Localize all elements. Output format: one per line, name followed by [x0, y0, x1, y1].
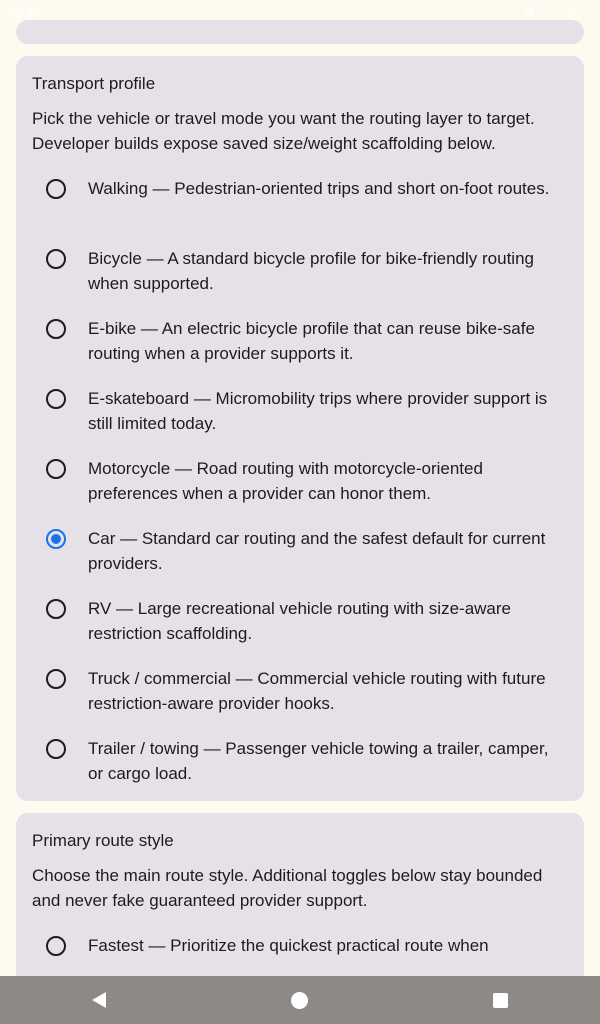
radio-unselected-icon[interactable]	[46, 459, 66, 479]
radio-option-label: Walking — Pedestrian-oriented trips and short on-foot routes.	[88, 179, 550, 198]
radio-option[interactable]	[32, 736, 568, 806]
radio-option[interactable]	[32, 596, 568, 666]
recents-icon[interactable]	[493, 993, 508, 1008]
section-title: Primary route style	[32, 831, 174, 850]
radio-option[interactable]	[32, 666, 568, 736]
transport-profile-card	[16, 56, 584, 801]
radio-unselected-icon[interactable]	[46, 179, 66, 199]
radio-option-label: Car — Standard car routing and the safest default for current providers.	[88, 529, 546, 573]
radio-unselected-icon[interactable]	[46, 936, 66, 956]
radio-option[interactable]	[32, 316, 568, 386]
home-icon[interactable]	[291, 992, 308, 1009]
transport-options	[32, 176, 568, 806]
radio-unselected-icon[interactable]	[46, 249, 66, 269]
navigation-bar	[0, 976, 600, 1024]
wifi-icon: ◠	[545, 4, 557, 19]
radio-option[interactable]	[32, 526, 568, 596]
radio-option-label: E-skateboard — Micromobility trips where provider support is still limited today.	[88, 389, 548, 433]
radio-option[interactable]	[32, 386, 568, 456]
radio-unselected-icon[interactable]	[46, 599, 66, 619]
section-description: Pick the vehicle or travel mode you want the routing layer to target. Developer builds expose saved size/weight scaffolding below.	[32, 109, 535, 153]
bluetooth-icon: ✱	[524, 4, 536, 19]
radio-unselected-icon[interactable]	[46, 739, 66, 759]
radio-option-label: E-bike — An electric bicycle profile that can reuse bike-safe routing when a provider supports it.	[88, 319, 535, 363]
radio-option-label: Bicycle — A standard bicycle profile for bike-friendly routing when supported.	[88, 249, 534, 293]
radio-option-label: Trailer / towing — Passenger vehicle towing a trailer, camper, or cargo load.	[88, 739, 549, 783]
back-icon[interactable]	[92, 992, 106, 1008]
status-time: 02:45	[8, 4, 41, 20]
radio-option-label: Fastest — Prioritize the quickest practical route when	[88, 936, 489, 955]
radio-option[interactable]	[32, 456, 568, 526]
radio-selected-icon[interactable]	[46, 529, 66, 549]
radio-unselected-icon[interactable]	[46, 669, 66, 689]
section-description: Choose the main route style. Additional toggles below stay bounded and never fake guaranteed provider support.	[32, 866, 543, 910]
radio-unselected-icon[interactable]	[46, 389, 66, 409]
section-title: Transport profile	[32, 74, 156, 93]
previous-card	[16, 20, 584, 44]
radio-unselected-icon[interactable]	[46, 319, 66, 339]
battery-icon: ▯	[566, 4, 574, 19]
radio-option-label: Motorcycle — Road routing with motorcycle-oriented preferences when a provider can honor them.	[88, 459, 483, 503]
radio-option[interactable]	[32, 176, 568, 246]
radio-option[interactable]	[32, 246, 568, 316]
radio-option-label: RV — Large recreational vehicle routing with size-aware restriction scaffolding.	[88, 599, 511, 643]
radio-option-label: Truck / commercial — Commercial vehicle routing with future restriction-aware provider hooks.	[88, 669, 546, 713]
